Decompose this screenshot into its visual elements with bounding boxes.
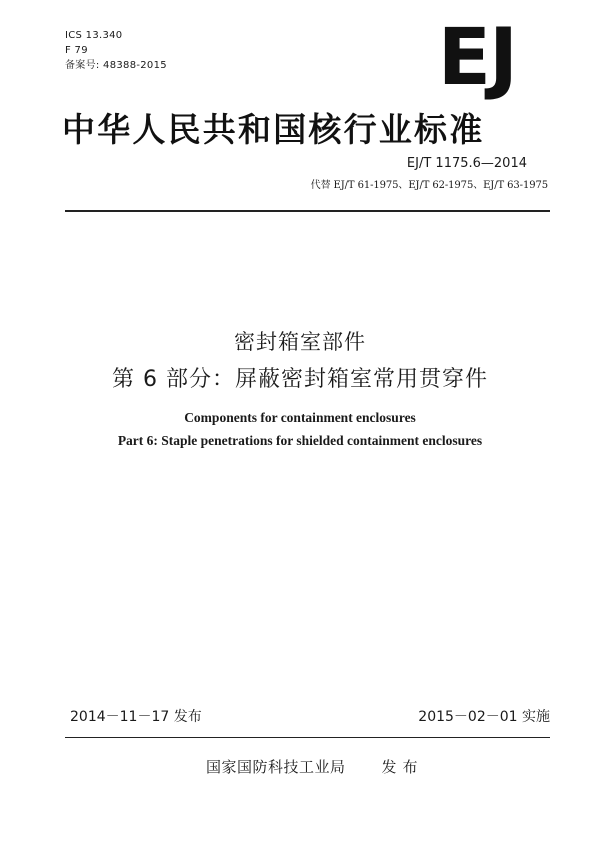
record-number: 备案号: 48388-2015 (65, 60, 167, 71)
title-en-line1: Components for containment enclosures (184, 410, 416, 425)
ics-code: ICS 13.340 (65, 30, 123, 41)
category-code: F 79 (65, 45, 88, 56)
publisher-line (206, 756, 424, 777)
issue-date: 2014－11－17 发布 (70, 709, 202, 725)
classification-block (65, 28, 167, 73)
title-zh-line1: 密封箱室部件 (234, 330, 366, 354)
ej-logo: EJ (437, 13, 516, 103)
implement-date: 2015－02－01 实施 (418, 709, 550, 725)
standard-category-title: 中华人民共和国核行业标准 (62, 110, 485, 149)
publisher-name: 国家国防科技工业局 (206, 758, 346, 776)
publish-label: 发布 (381, 758, 424, 776)
standard-number: EJ/T 1175.6—2014 (406, 156, 527, 171)
bottom-divider (65, 737, 550, 738)
top-divider (65, 210, 550, 212)
title-zh-line2: 第 6 部分：屏蔽密封箱室常用贯穿件 (112, 367, 488, 392)
title-en-line2: Part 6: Staple penetrations for shielded containment enclosures (117, 433, 483, 448)
replaces-note: 代替 EJ/T 61-1975、EJ/T 62-1975、EJ/T 63-1975 (310, 180, 548, 191)
